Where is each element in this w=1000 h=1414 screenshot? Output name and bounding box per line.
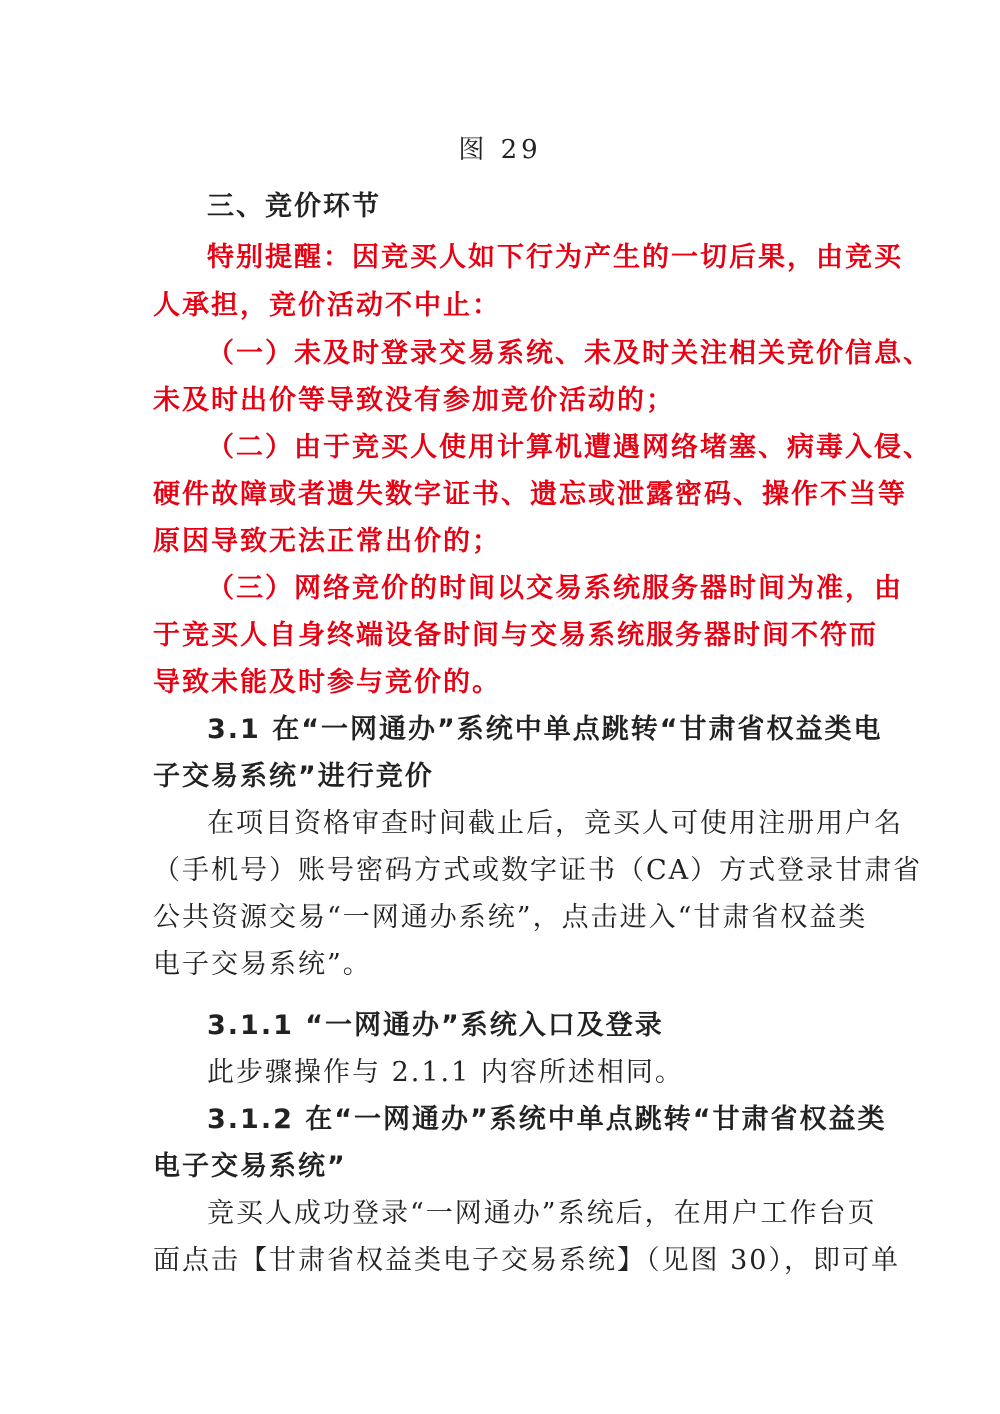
section-3-1-paragraph-line-1: 在项目资格审查时间截止后，竞买人可使用注册用户名 (207, 808, 903, 839)
section-3-1-2-heading-line-1: 3.1.2 在“一网通办”系统中单点跳转“甘肃省权益类 (207, 1104, 887, 1135)
section-3-1-paragraph-line-4: 电子交易系统”。 (153, 949, 372, 980)
section-3-1-1-paragraph: 此步骤操作与 2.1.1 内容所述相同。 (207, 1057, 684, 1088)
warning-line-2: 人承担，竞价活动不中止： (153, 290, 501, 321)
warning-item-2-line-1: （二）由于竞买人使用计算机遭遇网络堵塞、病毒入侵、 (207, 432, 932, 463)
warning-line-1: 特别提醒：因竞买人如下行为产生的一切后果，由竞买 (207, 242, 903, 273)
warning-item-2-line-2: 硬件故障或者遗失数字证书、遗忘或泄露密码、操作不当等 (153, 479, 907, 510)
warning-item-2-line-3: 原因导致无法正常出价的； (153, 526, 501, 557)
section-3-1-2-paragraph-line-1: 竞买人成功登录“一网通办”系统后，在用户工作台页 (207, 1198, 877, 1229)
section-3-1-heading-line-1: 3.1 在“一网通办”系统中单点跳转“甘肃省权益类电 (207, 714, 883, 745)
section-3-1-1-heading: 3.1.1 “一网通办”系统入口及登录 (207, 1010, 664, 1041)
warning-item-3-line-1: （三）网络竞价的时间以交易系统服务器时间为准，由 (207, 573, 903, 604)
section-3-1-heading-line-2: 子交易系统”进行竞价 (153, 761, 434, 792)
warning-item-3-line-2: 于竞买人自身终端设备时间与交易系统服务器时间不符而 (153, 620, 878, 651)
warning-item-3-line-3: 导致未能及时参与竞价的。 (153, 667, 501, 698)
section-3-1-paragraph-line-3: 公共资源交易“一网通办系统”，点击进入“甘肃省权益类 (153, 902, 868, 933)
warning-item-1-line-2: 未及时出价等导致没有参加竞价活动的； (153, 385, 675, 416)
section-heading: 三、竞价环节 (207, 191, 381, 222)
section-3-1-2-heading-line-2: 电子交易系统” (153, 1151, 347, 1182)
section-3-1-paragraph-line-2: （手机号）账号密码方式或数字证书（CA）方式登录甘肃省 (153, 855, 923, 886)
warning-item-1-line-1: （一）未及时登录交易系统、未及时关注相关竞价信息、 (207, 338, 932, 369)
section-3-1-2-paragraph-line-2: 面点击【甘肃省权益类电子交易系统】（见图 30），即可单 (153, 1245, 900, 1276)
figure-caption: 图 29 (458, 135, 542, 165)
